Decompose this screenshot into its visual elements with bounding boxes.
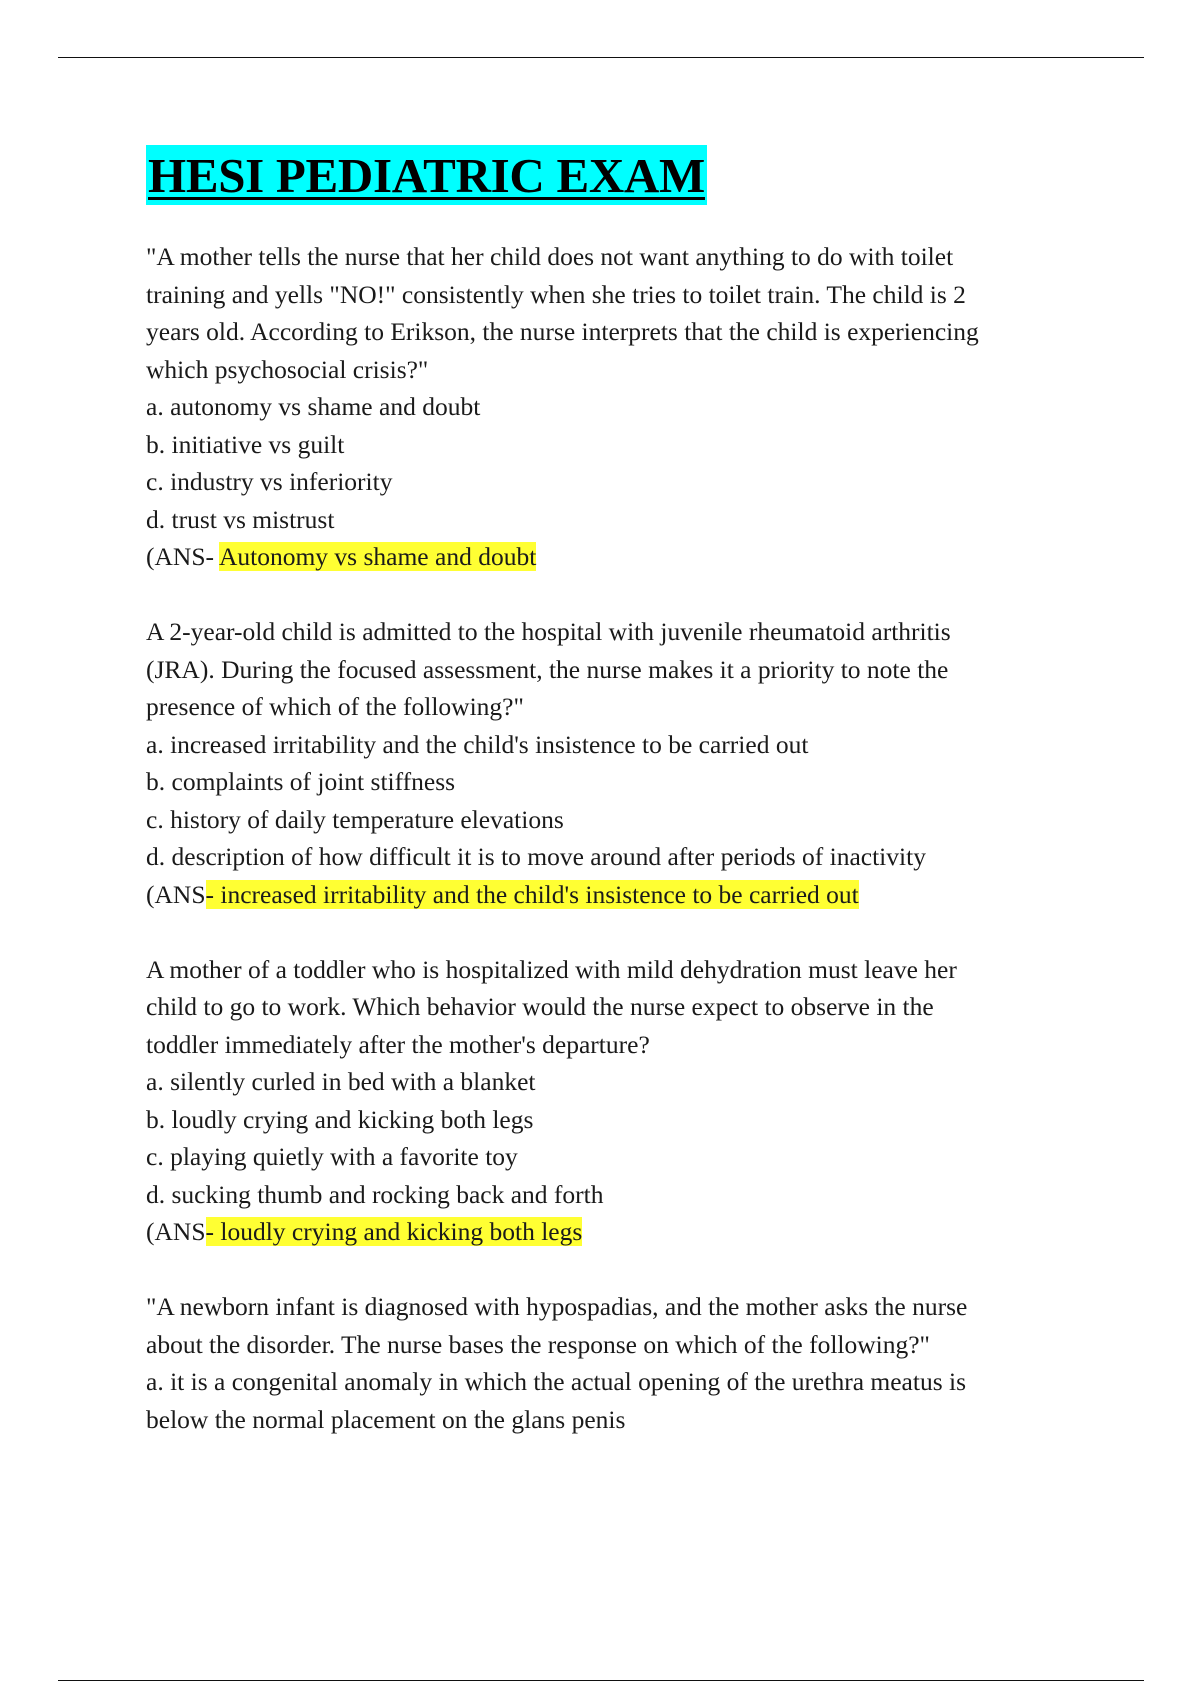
answer-highlight: - increased irritability and the child's insistence to be carried out xyxy=(205,879,859,909)
question-2 xyxy=(146,613,1086,913)
answer-prefix: (ANS- xyxy=(146,542,219,571)
question-stem-line: "A newborn infant is diagnosed with hypospadias, and the mother asks the nurse xyxy=(146,1292,968,1321)
option-a: a. it is a congenital anomaly in which the actual opening of the urethra meatus is xyxy=(146,1367,966,1396)
option-d: d. sucking thumb and rocking back and forth xyxy=(146,1179,604,1209)
option-b: b. complaints of joint stiffness xyxy=(146,767,456,796)
option-a: a. increased irritability and the child's insistence to be carried out xyxy=(146,729,809,759)
question-1 xyxy=(146,238,1086,576)
question-3 xyxy=(146,951,1086,1251)
option-c: c. industry vs inferiority xyxy=(146,467,393,496)
option-a-continued: below the normal placement on the glans penis xyxy=(146,1404,626,1434)
answer-highlight: - loudly crying and kicking both legs xyxy=(205,1217,583,1246)
answer-line xyxy=(146,1213,1086,1251)
option-c: c. playing quietly with a favorite toy xyxy=(146,1142,518,1171)
bottom-rule xyxy=(58,1680,1144,1681)
question-stem-line: toddler immediately after the mother's departure? xyxy=(146,1029,650,1059)
question-4 xyxy=(146,1288,1086,1438)
top-rule xyxy=(58,57,1144,58)
question-stem-line: (JRA). During the focused assessment, the nurse makes it a priority to note the xyxy=(146,654,949,684)
option-c: c. history of daily temperature elevations xyxy=(146,804,564,834)
option-a: a. silently curled in bed with a blanket xyxy=(146,1067,536,1096)
question-stem-line: about the disorder. The nurse bases the response on which of the following?" xyxy=(146,1329,930,1359)
question-stem-line: years old. According to Erikson, the nurse interprets that the child is experiencing xyxy=(146,317,979,346)
question-stem-line: which psychosocial crisis?" xyxy=(146,354,429,384)
answer-line xyxy=(146,538,1086,576)
option-d: d. trust vs mistrust xyxy=(146,504,335,534)
answer-prefix: (ANS xyxy=(146,879,206,909)
page-title: HESI PEDIATRIC EXAM xyxy=(148,148,705,203)
question-stem-line: A 2-year-old child is admitted to the hospital with juvenile rheumatoid arthritis xyxy=(146,617,951,646)
answer-prefix: (ANS xyxy=(146,1217,206,1246)
option-d: d. description of how difficult it is to move around after periods of inactivity xyxy=(146,842,926,871)
title-highlight xyxy=(146,145,707,205)
answer-highlight: Autonomy vs shame and doubt xyxy=(218,542,537,571)
question-stem-line: child to go to work. Which behavior would the nurse expect to observe in the xyxy=(146,992,934,1021)
answer-line xyxy=(146,876,1086,914)
option-b: b. loudly crying and kicking both legs xyxy=(146,1104,534,1134)
option-a: a. autonomy vs shame and doubt xyxy=(146,392,481,421)
option-b: b. initiative vs guilt xyxy=(146,429,345,459)
question-stem-line: presence of which of the following?" xyxy=(146,692,524,721)
document-body xyxy=(146,145,1086,1476)
question-stem-line: training and yells "NO!" consistently when she tries to toilet train. The child is 2 xyxy=(146,279,966,309)
question-stem-line: "A mother tells the nurse that her child does not want anything to do with toilet xyxy=(146,242,954,271)
question-stem-line: A mother of a toddler who is hospitalized with mild dehydration must leave her xyxy=(146,954,957,984)
